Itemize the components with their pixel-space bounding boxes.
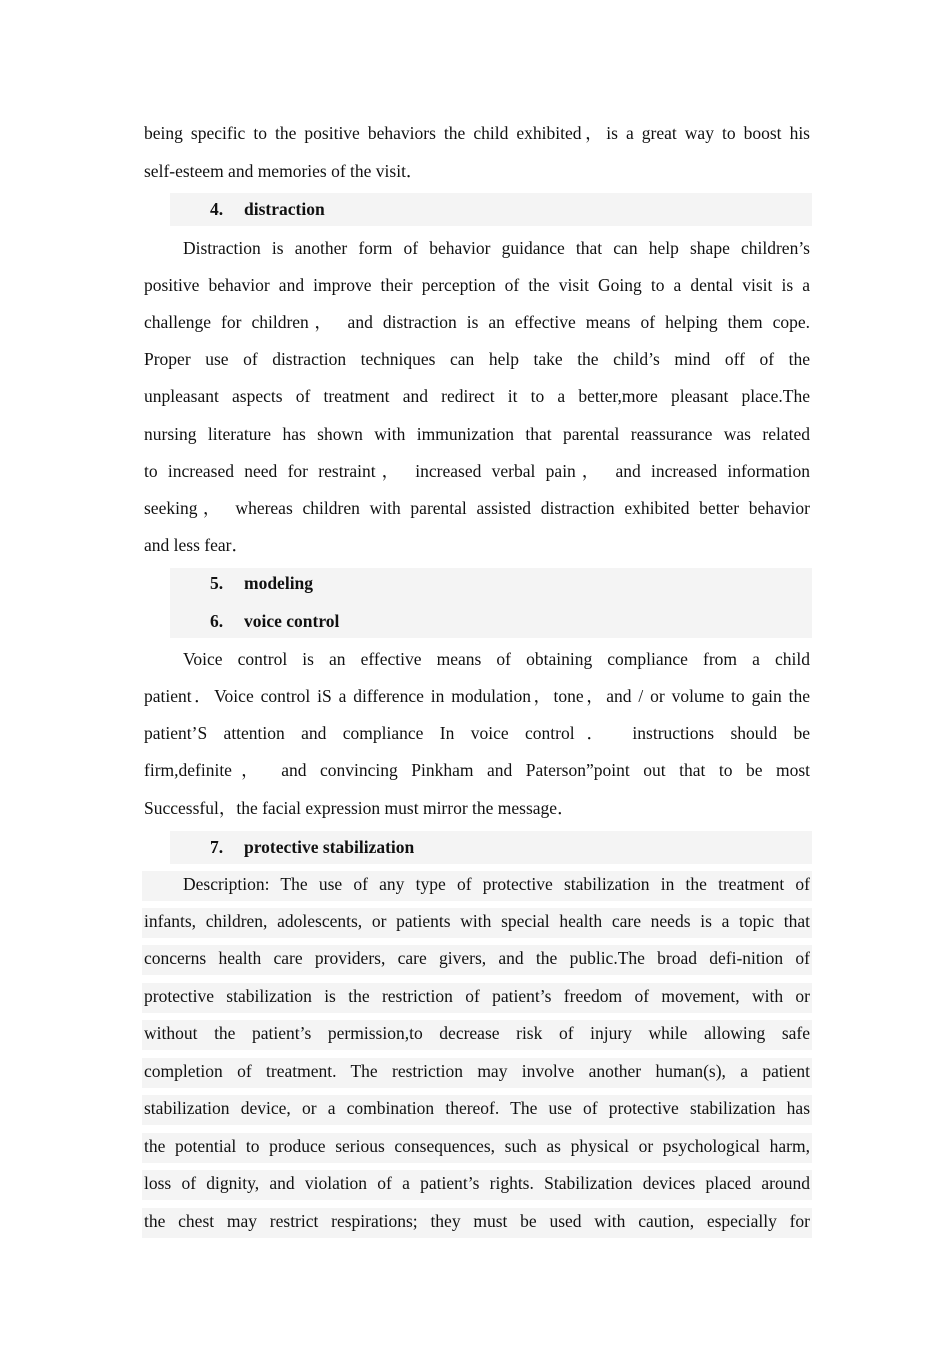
section-number: 4. [210,199,224,219]
stabilization-line-5: without the patient’s permission,to decrease risk of injury while allowing safe [144,1023,810,1043]
stabilization-line-3: concerns health care providers, care givers, and the public.The broad defi-nition of [144,948,810,968]
distraction-line-3: challenge for children， and distraction is an effective means of helping them cope. [144,312,810,332]
stabilization-line-4: protective stabilization is the restriction of patient’s freedom of movement, with or [144,986,810,1006]
distraction-line-1: Distraction is another form of behavior guidance that can help shape children’s [183,238,810,258]
section-title: protective stabilization [244,837,415,857]
voice-line-2: patient．Voice control iS a difference in modulation，tone，and / or volume to gain the [144,686,810,706]
stabilization-line-1: Description: The use of any type of protective stabilization in the treatment of [183,874,810,894]
stabilization-line-9: loss of dignity, and violation of a patient’s rights. Stabilization devices placed around [144,1173,810,1193]
stabilization-line-10: the chest may restrict respirations; they must be used with caution, especially for [144,1211,810,1231]
intro-line-1: being specific to the positive behaviors the child exhibited，is a great way to boost his [144,123,810,143]
intro-line-2: self-esteem and memories of the visit． [144,161,424,181]
distraction-line-9: and less fear． [144,535,249,555]
voice-line-1: Voice control is an effective means of obtaining compliance from a child [183,649,810,669]
section-heading-voice-control [170,605,812,638]
section-title: distraction [244,199,325,219]
voice-line-3: patient’S attention and compliance In voice control． instructions should be [144,723,810,743]
section-heading-distraction [170,193,812,226]
section-heading-protective-stabilization [170,831,812,864]
section-heading-modeling [170,568,812,605]
section-number: 7. [210,837,224,857]
distraction-line-5: unpleasant aspects of treatment and redirect it to a better,more pleasant place.The [144,386,810,406]
voice-line-4: firm,definite， and convincing Pinkham and Paterson”point out that to be most [144,760,810,780]
voice-line-5: Successful，the facial expression must mirror the message． [144,798,575,818]
section-number: 6. [210,611,224,631]
section-title: modeling [244,573,314,593]
distraction-line-2: positive behavior and improve their perception of the visit Going to a dental visit is a [144,275,810,295]
section-number: 5. [210,573,224,593]
stabilization-line-6: completion of treatment. The restriction may involve another human(s), a patient [144,1061,810,1081]
stabilization-line-7: stabilization device, or a combination thereof. The use of protective stabilization has [144,1098,810,1118]
distraction-line-7: to increased need for restraint， increased verbal pain， and increased information [144,461,810,481]
section-title: voice control [244,611,340,631]
stabilization-line-8: the potential to produce serious consequences, such as physical or psychological harm, [144,1136,810,1156]
stabilization-line-2: infants, children, adolescents, or patients with special health care needs is a topic that [144,911,810,931]
distraction-line-8: seeking， whereas children with parental assisted distraction exhibited better behavior [144,498,810,518]
distraction-line-4: Proper use of distraction techniques can help take the child’s mind off of the [144,349,810,369]
distraction-line-6: nursing literature has shown with immunization that parental reassurance was related [144,424,810,444]
